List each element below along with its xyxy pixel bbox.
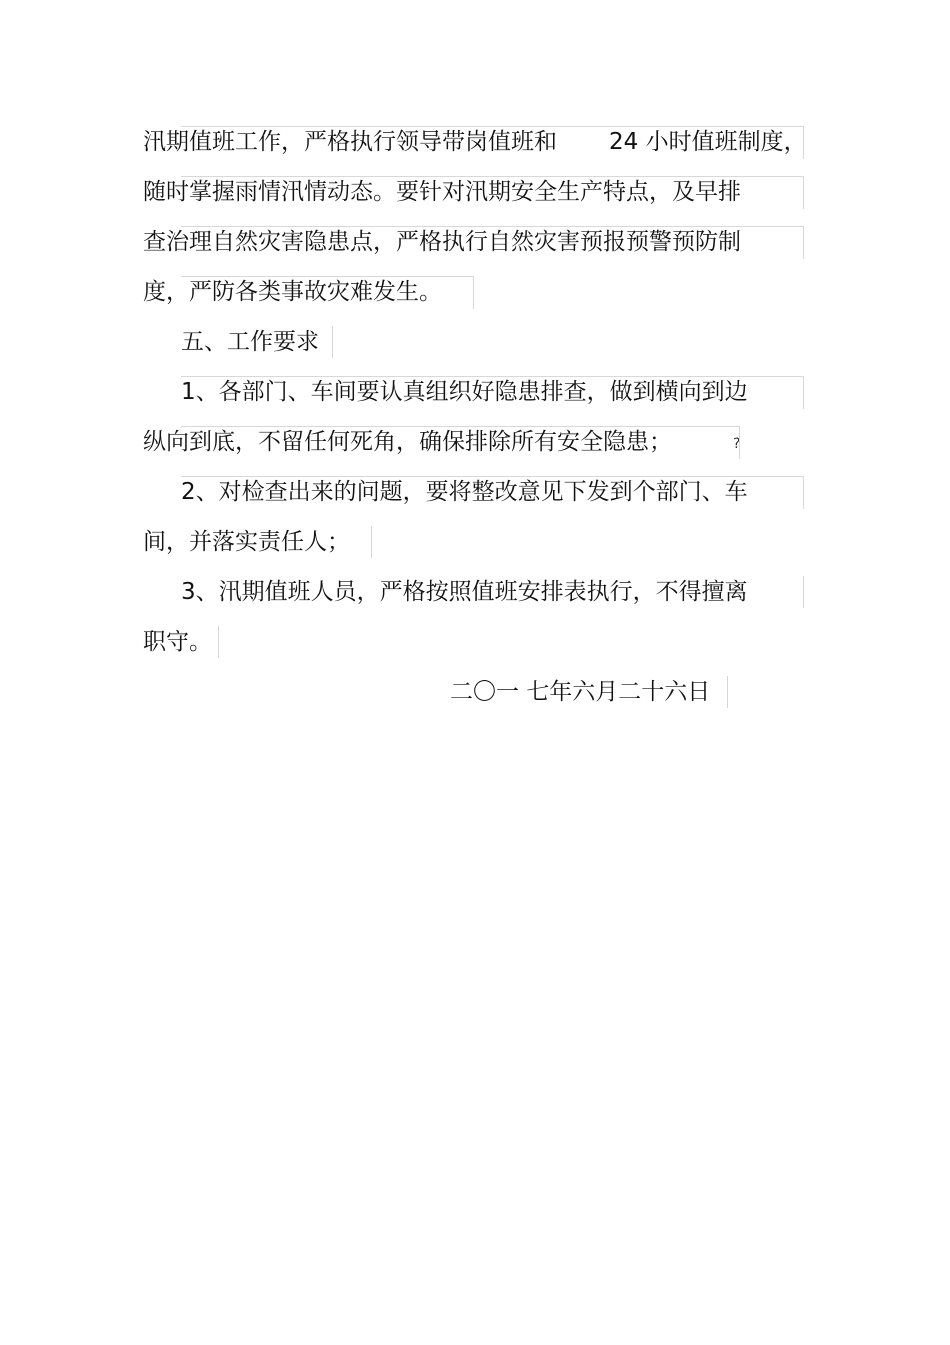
heading-text: 五、工作要求 <box>181 329 319 355</box>
line-frame <box>181 476 804 509</box>
line-text: 间，并落实责任人； <box>143 529 350 555</box>
line-text-continued: 24 小时值班制度， <box>609 129 807 155</box>
line-frame <box>181 326 333 358</box>
line-frame <box>181 276 474 309</box>
question-mark-glyph: ? <box>733 436 741 452</box>
line-text: 2、对检查出来的问题，要将整改意见下发到个部门、车 <box>181 479 748 505</box>
line-frame <box>181 426 740 459</box>
line-text: 汛期值班工作，严格执行领导带岗值班和 <box>143 129 557 155</box>
line-text: 度，严防各类事故灾难发生。 <box>143 279 442 305</box>
line-frame <box>181 576 804 608</box>
line-frame <box>181 176 804 209</box>
line-text: 查治理自然灾害隐患点，严格执行自然灾害预报预警预防制 <box>143 229 741 255</box>
line-frame <box>181 126 804 159</box>
date-text: 二〇一 七年六月二十六日 <box>450 679 711 705</box>
line-frame <box>181 626 219 658</box>
line-text: 纵向到底，不留任何死角，确保排除所有安全隐患； <box>143 429 672 455</box>
line-text: 随时掌握雨情汛情动态。要针对汛期安全生产特点，及早排 <box>143 179 741 205</box>
line-text: 3、汛期值班人员，严格按照值班安排表执行，不得擅离 <box>181 579 748 605</box>
line-frame <box>181 526 372 558</box>
line-frame <box>450 676 728 708</box>
line-text: 1、各部门、车间要认真组织好隐患排查，做到横向到边 <box>181 379 748 405</box>
line-frame <box>181 226 804 259</box>
line-frame <box>181 376 804 409</box>
line-text: 职守。 <box>143 629 212 655</box>
